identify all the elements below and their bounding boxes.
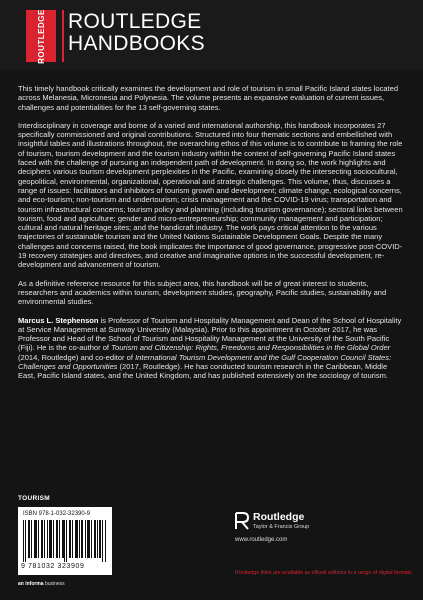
informa-business-mark (18, 581, 65, 587)
back-cover-text (18, 84, 405, 390)
author-bio (18, 316, 405, 381)
author-bio-part-3: (2017, Routledge). He has conducted tourism research in the Caribbean, Middle East, Pacific Island states, and the United Kingdom, and has published extensively on the sociology of tourism. (18, 362, 389, 381)
publisher-group: Taylor & Francis Group (253, 524, 310, 530)
barcode-bars (23, 520, 107, 562)
author-name: Marcus L. Stephenson (18, 315, 99, 325)
author-bio-part-2: (2014, Routledge) and co-editor of (18, 352, 136, 362)
author-book-title-2: International Tourism Development and the Gulf Cooperation Council States: Challenges and Opportunities (18, 352, 392, 372)
isbn-barcode (18, 507, 112, 575)
cover-header (0, 0, 423, 70)
isbn-number: 9 781032 323909 (21, 563, 85, 570)
brand-line-2: HANDBOOKS (68, 32, 205, 55)
author-book-title-1: Tourism and Citizenship: Rights, Freedoms and Responsibilities in the Global Order (111, 343, 391, 353)
publisher-name: Routledge (253, 511, 305, 523)
subject-category: TOURISM (18, 495, 50, 502)
author-bio-part-1: is Professor of Tourism and Hospitality Management and Dean of the School of Hospitality at Service Management at Sunway University (Malaysia). Prior to this appointment in October 2017, he was Professor and Head of the School of Tourism and Hospitality Management at the University of the South Pacific (Fiji). He is the co-author of (18, 315, 402, 353)
informa-bold: an informa (18, 581, 44, 587)
description-paragraph-2: Interdisciplinary in coverage and borne of a varied and international authorship, this handbook incorporates 27 specifically commissioned and original contributions. Structured into four thematic sections and embellished with insightful tables and illustrations throughout, the overarching ethos of this volume is to contribute to framing the role of tourism, tourism development and the tourism industry within the context of self-governing Pacific Island states faced with the challenge of pursuing an independent path of development. In doing so, the work highlights and deciphers various tourism development perplexities in the Pacific, examining closely the intersecting sociocultural, geopolitical, environmental, organizational, operational and strategic challenges. This volume, thus, discusses a range of issues: facilitators and inhibitors of tourism growth and development; climate change, ecological concerns, and eco-tourism; non-tourism and undertourism; crisis management and the COVID-19 virus; transportation and tourism infrastructural concerns; tourism policy and planning (including tourism governance); sectoral links between tourism, food and agriculture; gender and micro-entrepreneurship; community management and participation; cultural and natural heritage sites; and the handicraft industry. The work pays critical attention to the various trajectories of sustainable tourism and the United Nations Sustainable Development Goals. Despite the many challenges and concerns raised, the book implicates the importance of good governance, progressive post-COVID-19 recovery strategies and directives, and creative and imaginative options in the successful development, re-development and advancement of tourism. (18, 120, 403, 270)
description-paragraph-3: As a definitive reference resource for this subject area, this handbook will be of great interest to students, researchers and academics within tourism, development studies, geography, Pacific studies, sustainability and environmental studies. (18, 278, 387, 307)
routledge-r-icon (235, 512, 249, 530)
brand-line-1: ROUTLEDGE (68, 10, 202, 33)
logo-vertical-text: ROUTLEDGE (36, 8, 46, 64)
description-paragraph-1: This timely handbook critically examines the development and role of tourism in small Pacific Island states located across Melanesia, Micronesia and Polynesia. The volume presents an expansive evaluation of current issues, challenges and potentialities for the 13 self-governing states. (18, 84, 399, 112)
ebook-note: Routledge titles are available as eBook editions in a range of digital formats (235, 570, 412, 576)
logo-divider (62, 10, 64, 62)
informa-rest: business (43, 581, 65, 587)
series-brand (68, 11, 205, 55)
publisher-url: www.routledge.com (235, 537, 288, 543)
routledge-logo (26, 10, 56, 62)
isbn-label: ISBN 978-1-032-32390-9 (23, 511, 91, 517)
